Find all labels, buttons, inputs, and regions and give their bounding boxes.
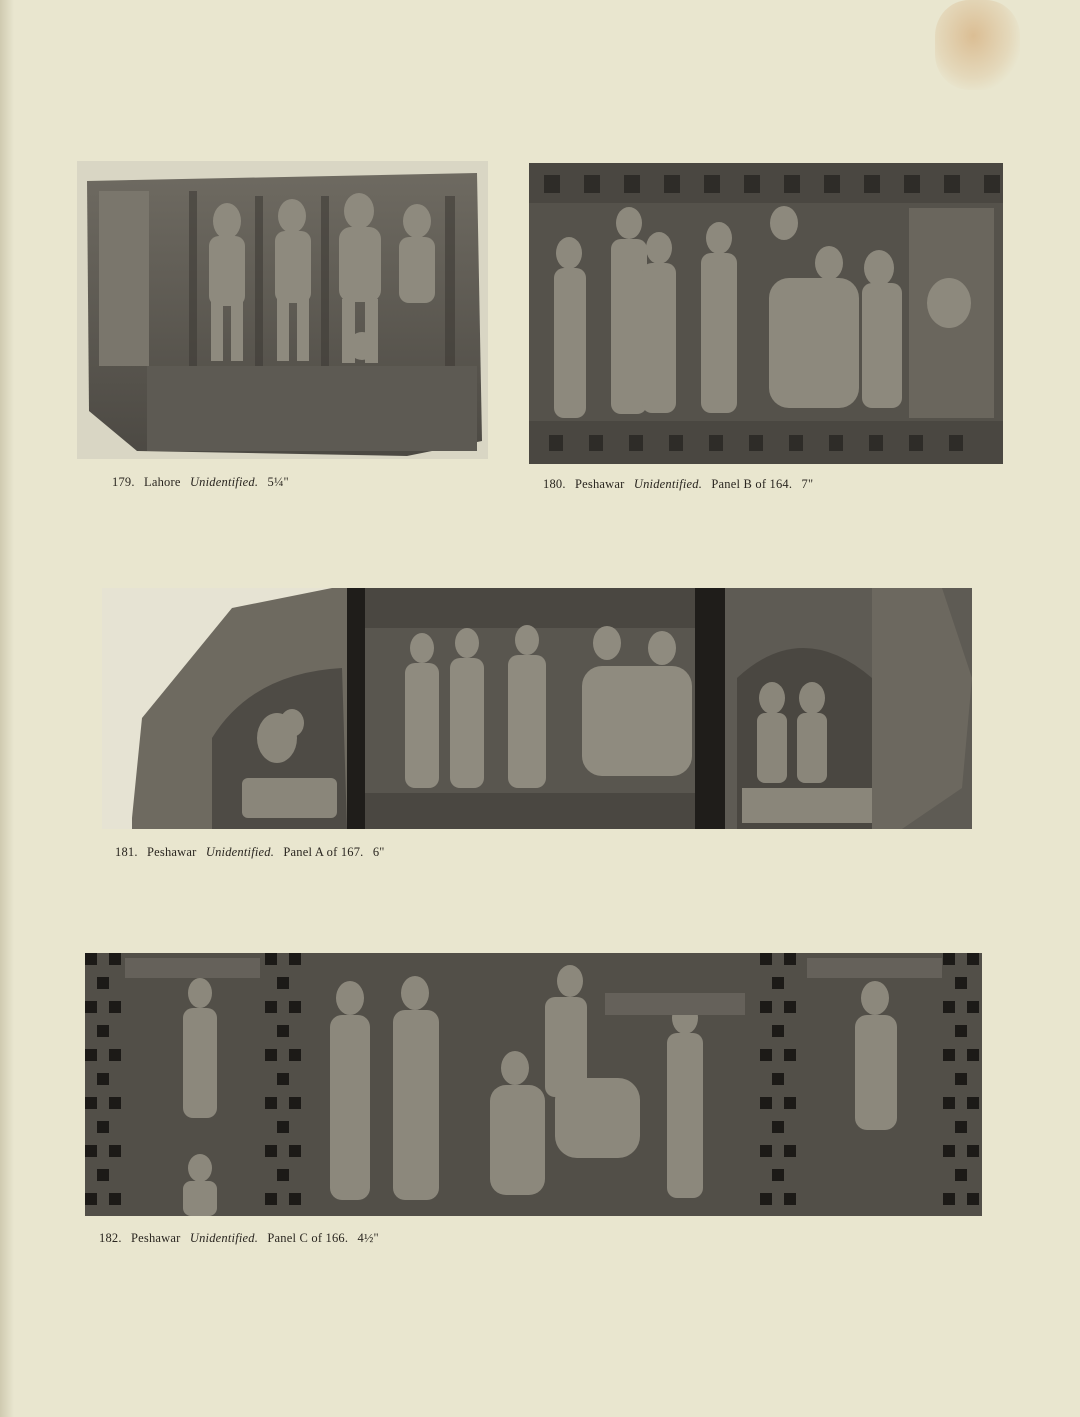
- plate-number: 179.: [112, 475, 135, 489]
- plate-note: Panel B of 164.: [711, 477, 793, 491]
- plate-size: 5¼": [267, 475, 289, 489]
- plate-location: Peshawar: [131, 1231, 181, 1245]
- plate-180-caption: [543, 477, 819, 492]
- plate-title: Unidentified.: [205, 845, 275, 859]
- plate-location: Peshawar: [147, 845, 197, 859]
- plate-number: 181.: [115, 845, 138, 859]
- plate-179-photo: [77, 161, 488, 459]
- plate-title: Unidentified.: [189, 475, 259, 489]
- plate-size: 4½": [357, 1231, 379, 1245]
- plate-location: Peshawar: [575, 477, 625, 491]
- plate-182-photo: [85, 953, 982, 1216]
- plate-179-caption: [112, 475, 295, 490]
- plate-181-caption: [115, 845, 391, 860]
- plate-number: 182.: [99, 1231, 122, 1245]
- plate-182-caption: [99, 1231, 385, 1246]
- plate-title: Unidentified.: [633, 477, 703, 491]
- plate-title: Unidentified.: [189, 1231, 259, 1245]
- plate-number: 180.: [543, 477, 566, 491]
- plate-location: Lahore: [144, 475, 181, 489]
- page-gutter-shadow: [0, 0, 14, 1417]
- plate-size: 6": [372, 845, 385, 859]
- plate-180-photo: [529, 163, 1003, 464]
- plate-note: Panel C of 166.: [267, 1231, 349, 1245]
- plate-size: 7": [801, 477, 814, 491]
- plate-note: Panel A of 167.: [283, 845, 364, 859]
- page-stain: [935, 0, 1020, 90]
- plate-181-photo: [102, 588, 972, 829]
